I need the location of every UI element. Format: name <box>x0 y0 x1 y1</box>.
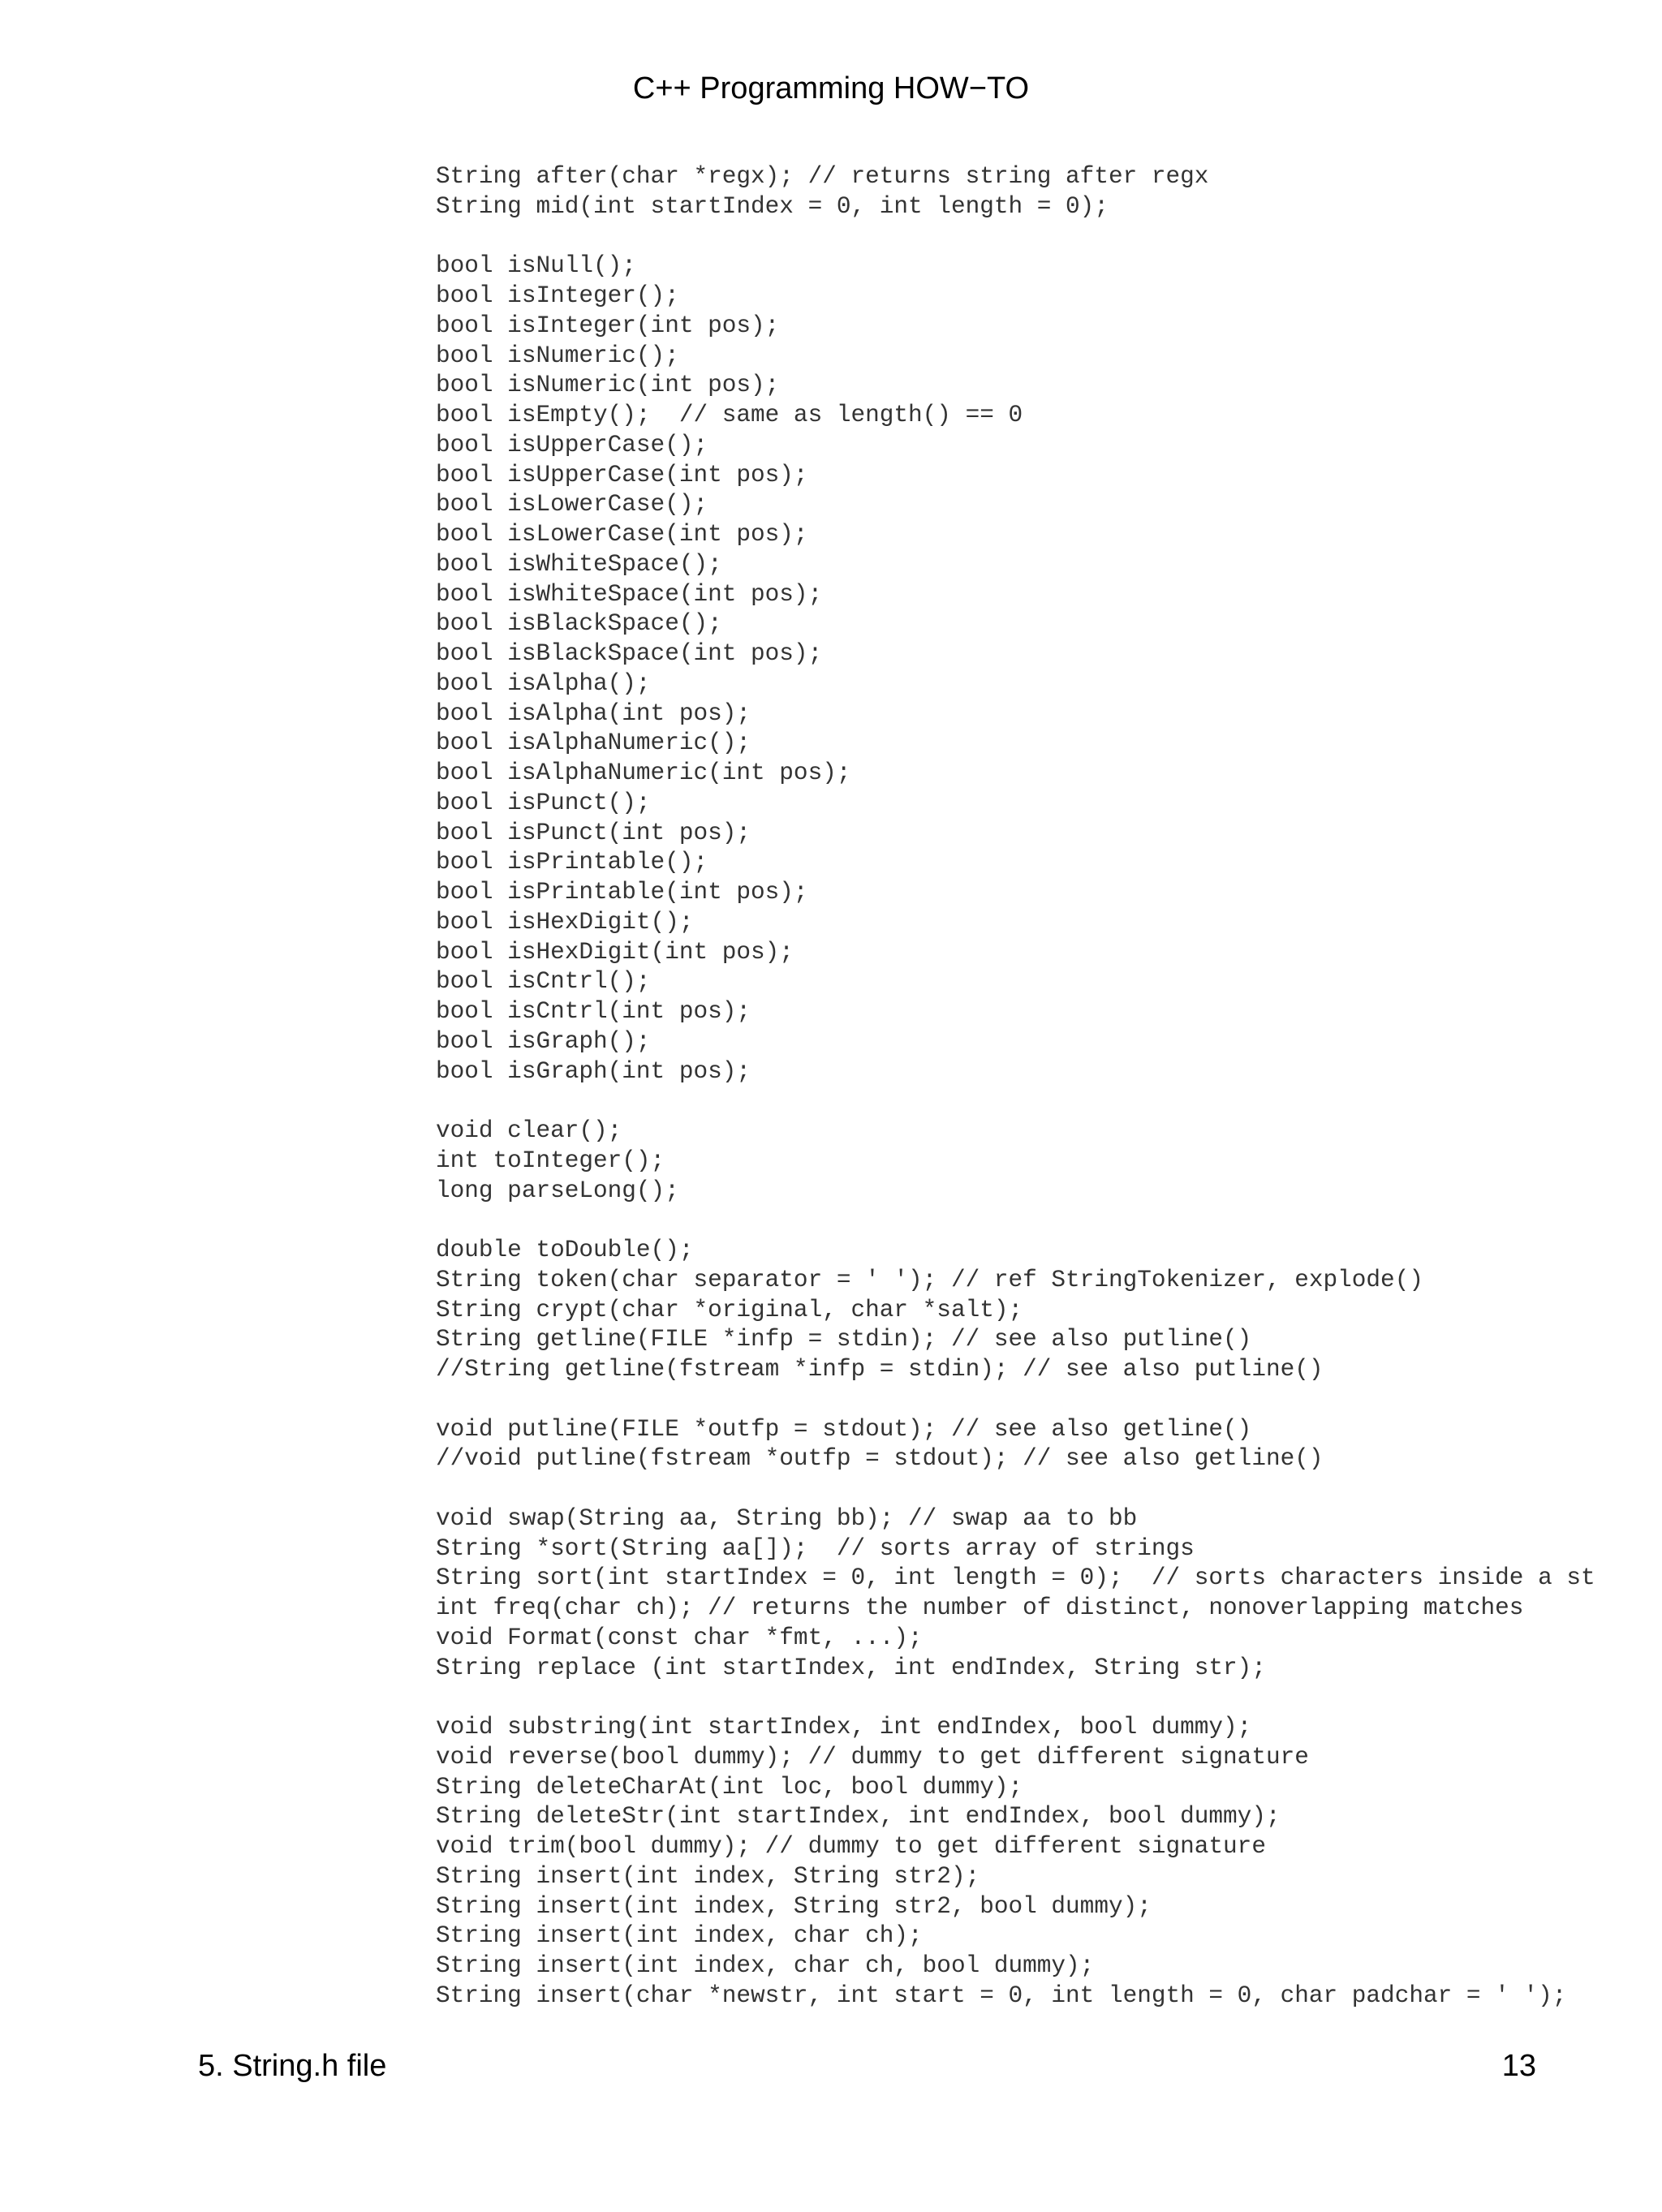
code-line: String deleteCharAt(int loc, bool dummy); <box>436 1773 1023 1801</box>
code-line: void putline(FILE *outfp = stdout); // see also getline() <box>436 1415 1252 1443</box>
code-line: void reverse(bool dummy); // dummy to get different signature <box>436 1743 1309 1771</box>
code-line: bool isWhiteSpace(); <box>436 550 722 578</box>
code-line: bool isBlackSpace(); <box>436 610 722 638</box>
code-line: bool isAlpha(int pos); <box>436 699 751 727</box>
footer-section-title: 5. String.h file <box>198 2049 387 2083</box>
code-line: double toDouble(); <box>436 1237 694 1263</box>
code-line: bool isInteger(int pos); <box>436 312 780 339</box>
code-line <box>436 1683 1595 1713</box>
code-line: String sort(int startIndex = 0, int length = 0); // sorts characters inside a st <box>436 1564 1595 1592</box>
code-line: bool isEmpty(); // same as length() == 0 <box>436 402 1023 428</box>
code-line: String *sort(String aa[]); // sorts array of strings <box>436 1534 1195 1562</box>
code-listing <box>436 162 1595 2012</box>
code-line: String insert(int index, char ch); <box>436 1922 923 1950</box>
code-line: bool isCntrl(int pos); <box>436 998 751 1025</box>
code-line: bool isLowerCase(); <box>436 491 708 519</box>
code-line: void substring(int startIndex, int endIndex, bool dummy); <box>436 1714 1252 1741</box>
code-line: String deleteStr(int startIndex, int endIndex, bool dummy); <box>436 1803 1281 1831</box>
code-line: void swap(String aa, String bb); // swap aa to bb <box>436 1504 1138 1532</box>
code-line: //String getline(fstream *infp = stdin); // see also putline() <box>436 1356 1324 1383</box>
code-line: bool isPunct(); <box>436 789 651 816</box>
code-line: void trim(bool dummy); // dummy to get different signature <box>436 1833 1266 1860</box>
code-line: String insert(int index, char ch, bool dummy); <box>436 1952 1095 1979</box>
code-line: bool isCntrl(); <box>436 968 651 996</box>
code-line: String insert(char *newstr, int start = 0, int length = 0, char padchar = ' '); <box>436 1982 1567 2009</box>
code-line: bool isAlpha(); <box>436 669 651 697</box>
code-line: bool isHexDigit(int pos); <box>436 938 794 966</box>
code-line: int toInteger(); <box>436 1147 665 1174</box>
code-line: bool isInteger(); <box>436 282 679 309</box>
code-line: bool isGraph(); <box>436 1027 651 1055</box>
code-line <box>436 1087 1595 1117</box>
code-line <box>436 1474 1595 1504</box>
code-line: String insert(int index, String str2, bool dummy); <box>436 1892 1152 1920</box>
footer-page-number: 13 <box>1501 2049 1536 2083</box>
code-line: String insert(int index, String str2); <box>436 1862 980 1890</box>
code-line <box>436 1385 1595 1415</box>
code-line: bool isUpperCase(); <box>436 431 708 458</box>
code-line: bool isNumeric(); <box>436 342 679 369</box>
code-line: bool isPunct(int pos); <box>436 819 751 846</box>
code-line: String token(char separator = ' '); // ref StringTokenizer, explode() <box>436 1266 1423 1293</box>
code-line: bool isLowerCase(int pos); <box>436 521 808 548</box>
code-line: bool isGraph(int pos); <box>436 1057 751 1085</box>
code-line <box>436 222 1595 252</box>
code-line: String crypt(char *original, char *salt); <box>436 1296 1023 1323</box>
code-line: bool isWhiteSpace(int pos); <box>436 580 823 608</box>
code-line: //void putline(fstream *outfp = stdout); // see also getline() <box>436 1445 1324 1473</box>
code-line: String after(char *regx); // returns string after regx <box>436 163 1209 190</box>
code-line: bool isNumeric(int pos); <box>436 372 780 399</box>
code-line: bool isNull(); <box>436 252 636 280</box>
code-line: String replace (int startIndex, int endIndex, String str); <box>436 1654 1266 1681</box>
code-line: bool isPrintable(); <box>436 849 708 876</box>
code-line: bool isPrintable(int pos); <box>436 879 808 906</box>
page-header-title: C++ Programming HOW−TO <box>632 71 1030 105</box>
code-line: bool isUpperCase(int pos); <box>436 461 808 488</box>
code-line: long parseLong(); <box>436 1177 679 1204</box>
code-line: bool isAlphaNumeric(); <box>436 729 751 757</box>
code-line: void Format(const char *fmt, ...); <box>436 1624 923 1651</box>
code-line: int freq(char ch); // returns the number of distinct, nonoverlapping matches <box>436 1594 1524 1621</box>
code-line: bool isHexDigit(); <box>436 908 694 936</box>
code-line: bool isAlphaNumeric(int pos); <box>436 760 851 786</box>
code-line: String mid(int startIndex = 0, int length = 0); <box>436 192 1109 220</box>
code-line: String getline(FILE *infp = stdin); // see also putline() <box>436 1326 1252 1353</box>
code-line: bool isBlackSpace(int pos); <box>436 640 823 667</box>
code-line <box>436 1206 1595 1236</box>
code-line: void clear(); <box>436 1117 622 1144</box>
